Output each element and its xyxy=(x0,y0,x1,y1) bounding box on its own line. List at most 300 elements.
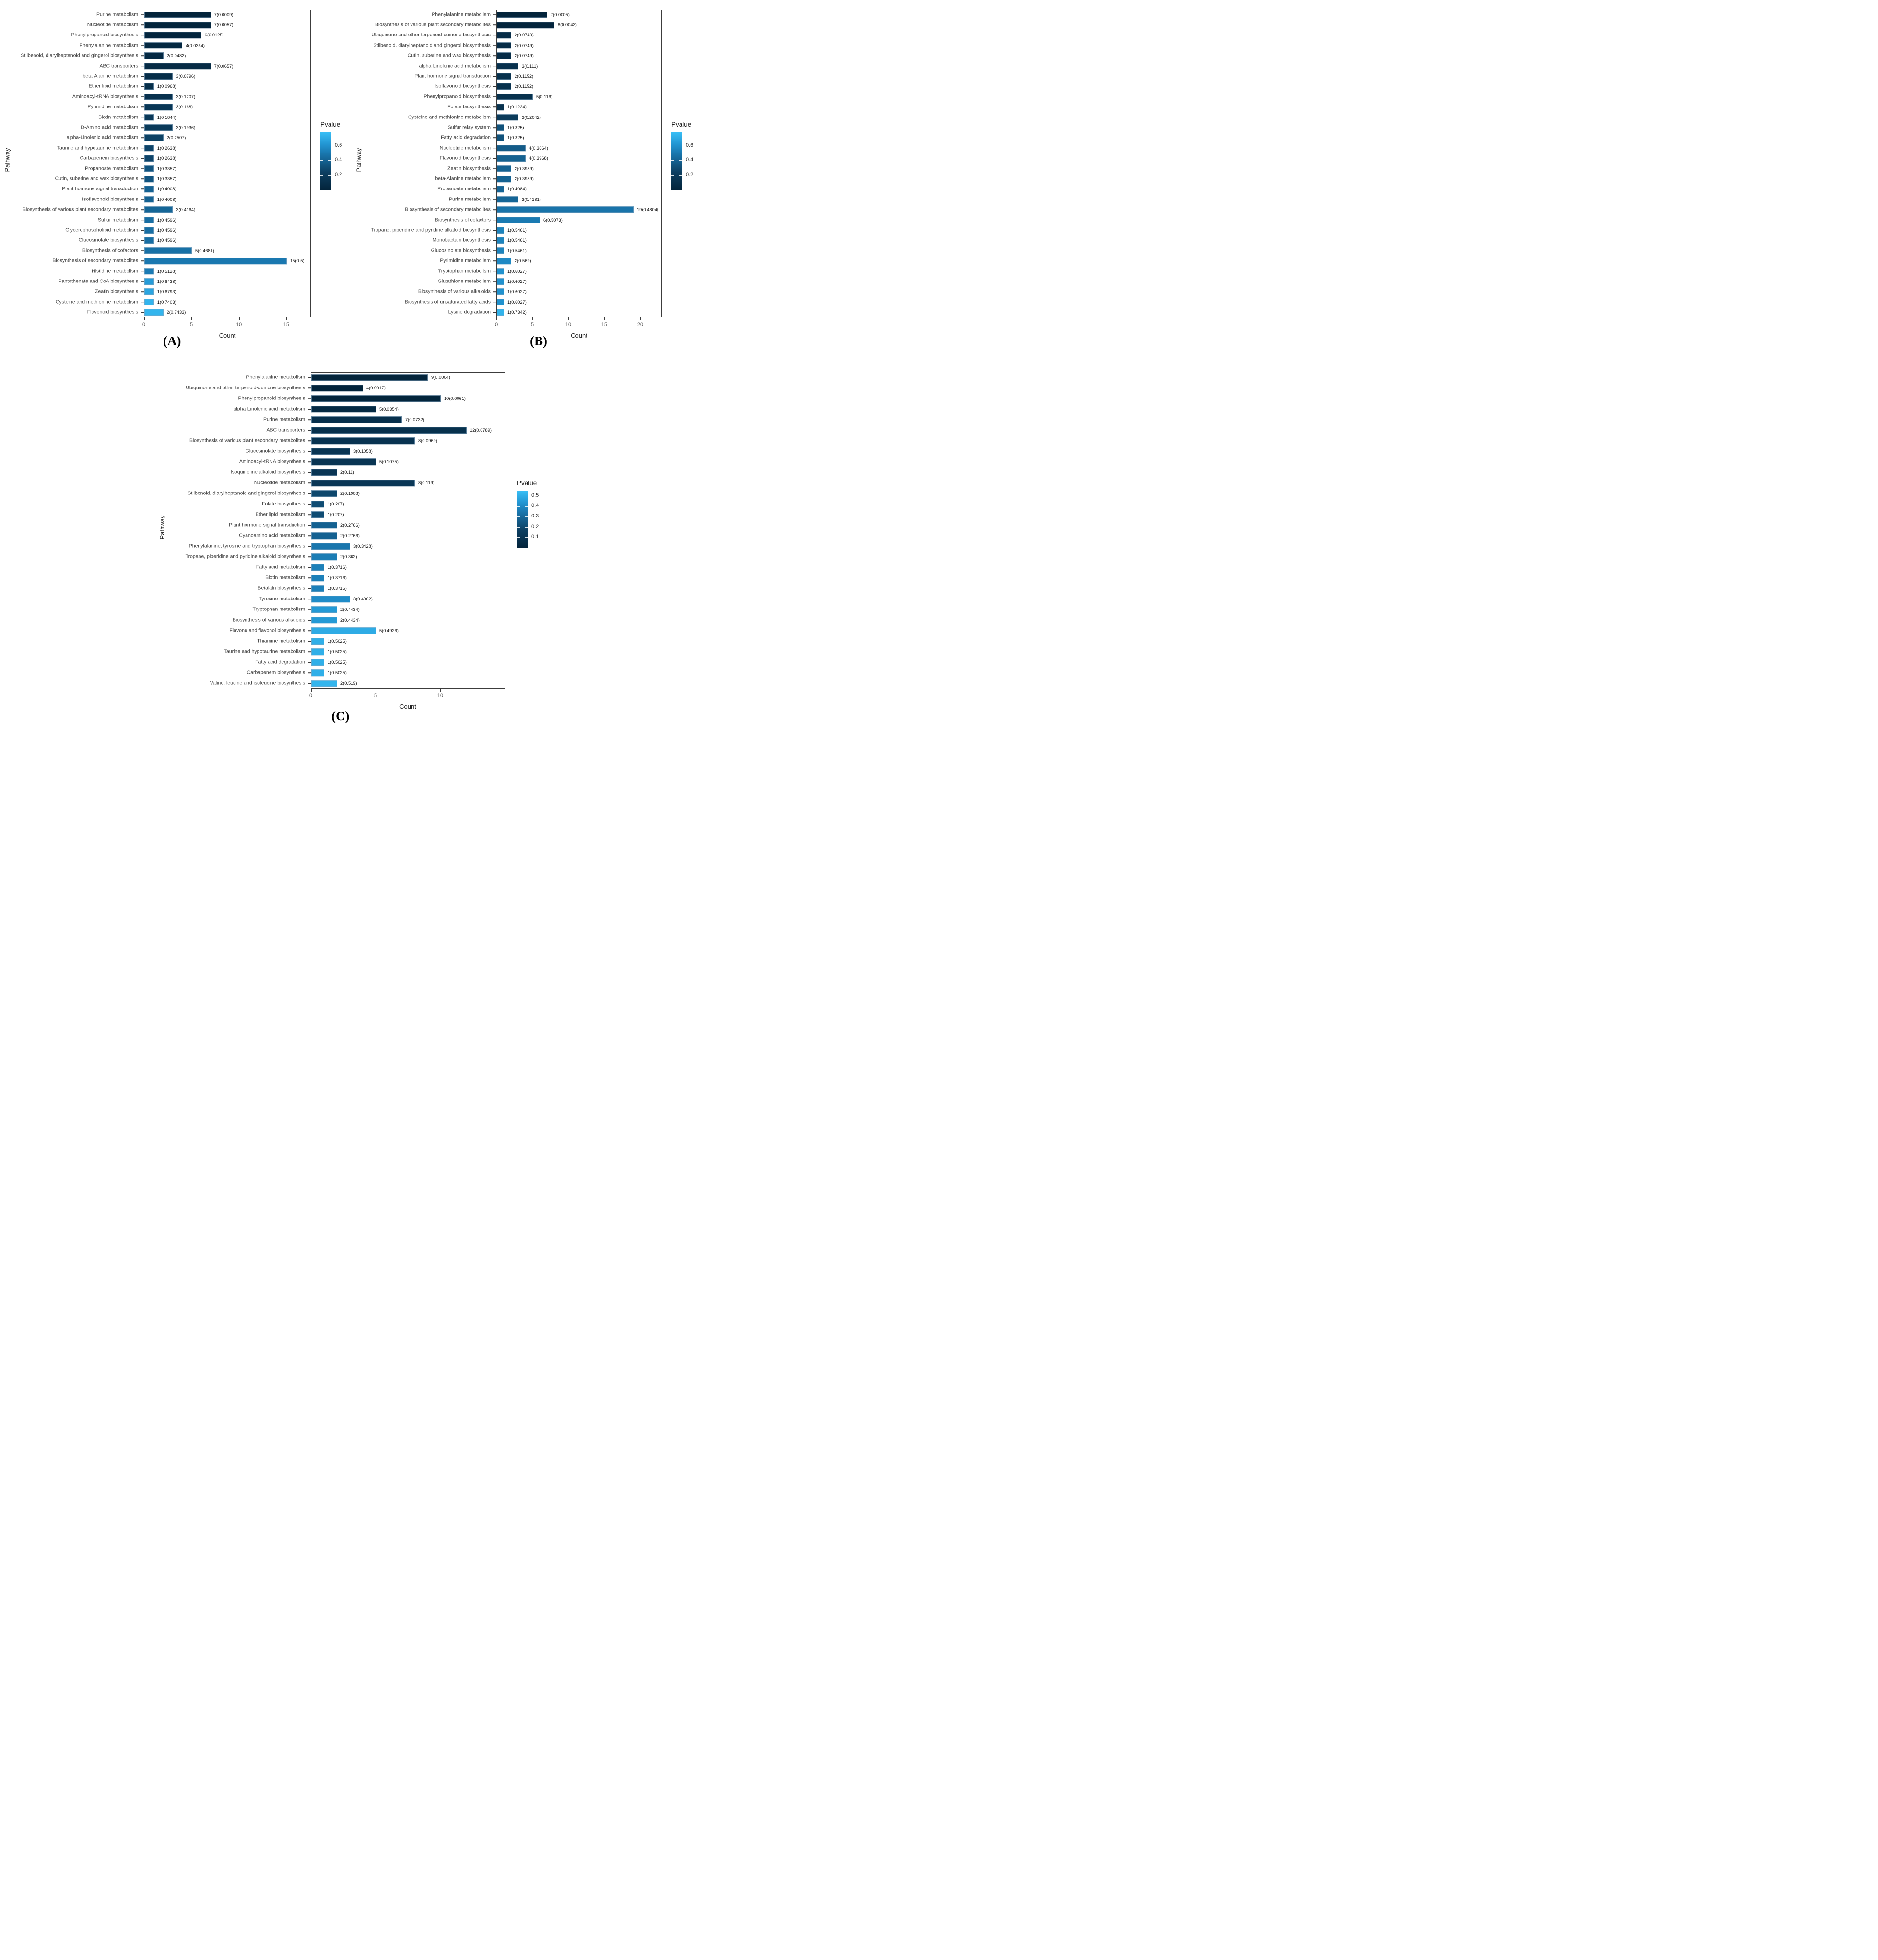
y-tick-mark xyxy=(141,209,144,210)
bar-value-label: 5(0.0354) xyxy=(379,407,399,411)
count-bar xyxy=(144,83,154,90)
pathway-label: Tyrosine metabolism xyxy=(258,596,305,602)
pathway-label: Sulfur relay system xyxy=(447,124,491,130)
table-row xyxy=(4,256,350,266)
table-row xyxy=(4,235,350,246)
y-tick-mark xyxy=(141,106,144,107)
bar-value-label: 1(0.0968) xyxy=(157,84,176,89)
pathway-label: Phenylalanine metabolism xyxy=(246,374,305,380)
table-row xyxy=(4,20,350,30)
bar-value-label: 5(0.1075) xyxy=(379,459,399,464)
legend-tick-label: 0.2 xyxy=(686,172,693,178)
count-bar xyxy=(497,196,518,203)
bar-value-label: 1(0.3357) xyxy=(157,166,176,171)
count-bar xyxy=(497,145,526,152)
count-bar xyxy=(497,53,511,59)
table-row xyxy=(353,307,705,317)
pathway-label: Purine metabolism xyxy=(96,12,138,18)
count-bar xyxy=(311,553,337,560)
y-tick-mark xyxy=(308,588,311,589)
legend-tick-mark xyxy=(679,160,682,161)
bar-value-label: 4(0.3664) xyxy=(529,145,548,151)
pathway-label: Cysteine and methionine metabolism xyxy=(408,114,491,120)
y-tick-mark xyxy=(308,398,311,399)
table-row xyxy=(353,266,705,276)
pathway-label: Thiamine metabolism xyxy=(257,638,305,644)
table-row xyxy=(4,92,350,102)
y-tick-mark xyxy=(141,117,144,118)
y-tick-mark xyxy=(141,281,144,282)
y-axis-title: Pathway xyxy=(355,148,363,172)
pathway-label: Biotin metabolism xyxy=(98,114,138,120)
bar-value-label: 3(0.168) xyxy=(176,105,193,110)
table-row xyxy=(117,372,591,383)
pathway-label: Folate biosynthesis xyxy=(262,501,305,507)
pathway-label: Biotin metabolism xyxy=(265,575,305,581)
bar-value-label: 19(0.4804) xyxy=(637,207,658,212)
y-tick-mark xyxy=(141,302,144,303)
bar-value-label: 2(0.0749) xyxy=(515,43,534,48)
bar-value-label: 3(0.1058) xyxy=(353,449,373,454)
bar-value-label: 6(0.0125) xyxy=(204,33,224,38)
chart-panel-b xyxy=(353,3,705,353)
table-row xyxy=(117,636,591,646)
pathway-label: Taurine and hypotaurine metabolism xyxy=(57,145,138,151)
x-tick-label: 10 xyxy=(437,693,444,699)
y-tick-mark xyxy=(141,312,144,313)
pathway-label: Propanoate metabolism xyxy=(85,165,138,172)
count-bar xyxy=(311,395,441,402)
y-tick-mark xyxy=(141,96,144,97)
table-row xyxy=(4,194,350,204)
table-row xyxy=(117,552,591,562)
table-row xyxy=(4,287,350,297)
y-tick-mark xyxy=(308,440,311,441)
y-tick-mark xyxy=(493,96,496,97)
pathway-label: Plant hormone signal transduction xyxy=(229,522,305,528)
count-bar xyxy=(497,63,518,70)
table-row xyxy=(117,615,591,625)
pathway-label: Phenylpropanoid biosynthesis xyxy=(423,94,491,100)
table-row xyxy=(353,71,705,81)
pathway-label: Stilbenoid, diarylheptanoid and gingerol biosynthesis xyxy=(373,42,491,48)
table-row xyxy=(4,10,350,20)
count-bar xyxy=(311,501,324,507)
bar-value-label: 2(0.4434) xyxy=(340,618,360,622)
x-axis-title: Count xyxy=(219,332,236,339)
y-tick-mark xyxy=(493,76,496,77)
bar-value-label: 2(0.0749) xyxy=(515,33,534,38)
legend-tick-mark xyxy=(671,175,674,176)
count-bar xyxy=(497,207,634,213)
y-tick-mark xyxy=(308,567,311,568)
bar-value-label: 15(0.5) xyxy=(290,258,305,264)
count-bar xyxy=(311,385,363,391)
pathway-label: Pantothenate and CoA biosynthesis xyxy=(58,278,138,284)
pathway-label: Stilbenoid, diarylheptanoid and gingerol biosynthesis xyxy=(21,52,138,59)
count-bar xyxy=(144,217,154,223)
count-bar xyxy=(497,42,511,49)
count-bar xyxy=(497,268,504,275)
table-row xyxy=(4,266,350,276)
count-bar xyxy=(144,22,211,28)
bar-value-label: 6(0.5073) xyxy=(543,217,563,223)
count-bar xyxy=(311,406,376,412)
pathway-label: Biosynthesis of various alkaloids xyxy=(232,617,305,623)
pathway-label: Flavonoid biosynthesis xyxy=(87,309,138,315)
count-bar xyxy=(311,469,337,476)
y-tick-mark xyxy=(308,535,311,536)
y-tick-mark xyxy=(493,312,496,313)
pathway-label: Aminoacyl-tRNA biosynthesis xyxy=(239,458,305,465)
bar-value-label: 1(0.4596) xyxy=(157,217,176,223)
table-row xyxy=(353,164,705,174)
count-bar xyxy=(311,416,402,423)
legend-tick-label: 0.4 xyxy=(335,157,342,163)
y-tick-mark xyxy=(141,86,144,87)
pathway-label: D-Amino acid metabolism xyxy=(81,124,138,130)
y-tick-mark xyxy=(141,168,144,169)
table-row xyxy=(4,30,350,40)
table-row xyxy=(117,562,591,573)
bar-value-label: 2(0.4434) xyxy=(340,607,360,612)
y-tick-mark xyxy=(308,651,311,652)
bar-value-label: 1(0.6793) xyxy=(157,289,176,294)
count-bar xyxy=(311,606,337,613)
count-bar xyxy=(497,12,547,18)
pathway-label: Biosynthesis of secondary metabolites xyxy=(405,206,491,212)
legend-tick-mark xyxy=(525,496,528,497)
bar-value-label: 4(0.3968) xyxy=(529,156,548,161)
y-tick-mark xyxy=(141,260,144,261)
table-row xyxy=(4,276,350,286)
table-row xyxy=(117,467,591,478)
table-row xyxy=(4,174,350,184)
table-row xyxy=(117,604,591,615)
pathway-label: Biosynthesis of various plant secondary metabolites xyxy=(22,206,138,212)
pathway-label: Nucleotide metabolism xyxy=(87,22,138,28)
bar-value-label: 2(0.519) xyxy=(340,681,357,686)
table-row xyxy=(4,40,350,50)
y-tick-mark xyxy=(493,138,496,139)
table-row xyxy=(353,194,705,204)
pathway-label: Lysine degradation xyxy=(448,309,491,315)
pathway-label: alpha-Linolenic acid metabolism xyxy=(419,63,491,69)
bar-value-label: 8(0.0969) xyxy=(418,438,437,443)
pathway-label: Glycerophospholipid metabolism xyxy=(65,227,138,233)
pathway-label: Tryptophan metabolism xyxy=(438,268,491,274)
pathway-label: Fatty acid degradation xyxy=(441,134,491,141)
y-tick-mark xyxy=(141,76,144,77)
bar-value-label: 1(0.3357) xyxy=(157,176,176,182)
legend-tick-mark xyxy=(320,146,323,147)
pathway-label: Biosynthesis of cofactors xyxy=(82,247,138,254)
table-row xyxy=(117,668,591,678)
x-tick-mark xyxy=(191,317,192,320)
bar-value-label: 1(0.5461) xyxy=(507,238,527,243)
count-bar xyxy=(311,575,324,581)
table-row xyxy=(117,678,591,689)
y-tick-mark xyxy=(141,148,144,149)
bar-value-label: 2(0.3989) xyxy=(515,166,534,171)
bar-value-label: 5(0.4681) xyxy=(195,248,214,253)
pathway-label: Purine metabolism xyxy=(263,416,305,423)
table-row xyxy=(353,82,705,92)
pathway-label: Biosynthesis of various plant secondary metabolites xyxy=(189,437,305,444)
table-row xyxy=(353,246,705,256)
table-row xyxy=(4,297,350,307)
table-row xyxy=(353,215,705,225)
table-row xyxy=(4,184,350,194)
bar-value-label: 1(0.6027) xyxy=(507,289,527,294)
pathway-label: ABC transporters xyxy=(99,63,138,69)
bar-value-label: 3(0.4181) xyxy=(522,197,541,202)
y-tick-mark xyxy=(308,525,311,526)
pathway-label: Flavonoid biosynthesis xyxy=(439,155,491,161)
bar-value-label: 1(0.4084) xyxy=(507,187,527,192)
bar-value-label: 1(0.5461) xyxy=(507,228,527,233)
bar-value-label: 3(0.2042) xyxy=(522,115,541,120)
bar-value-label: 2(0.7433) xyxy=(166,310,186,315)
count-bar xyxy=(144,104,173,111)
y-tick-mark xyxy=(493,260,496,261)
y-tick-mark xyxy=(493,148,496,149)
legend-tick-label: 0.3 xyxy=(531,513,539,519)
legend-tick-label: 0.2 xyxy=(335,172,342,178)
bars-layer xyxy=(4,10,350,317)
count-bar xyxy=(311,448,350,455)
bar-value-label: 1(0.1224) xyxy=(507,105,527,110)
count-bar xyxy=(311,669,324,676)
x-tick-label: 5 xyxy=(530,322,534,328)
y-tick-mark xyxy=(493,106,496,107)
y-tick-mark xyxy=(493,86,496,87)
bar-value-label: 1(0.207) xyxy=(328,512,344,517)
table-row xyxy=(117,414,591,425)
count-bar xyxy=(497,32,511,39)
y-tick-mark xyxy=(141,199,144,200)
bar-value-label: 1(0.2638) xyxy=(157,145,176,151)
bar-value-label: 3(0.1207) xyxy=(176,94,196,99)
table-row xyxy=(353,10,705,20)
y-tick-mark xyxy=(141,178,144,179)
pathway-label: Monobactam biosynthesis xyxy=(432,237,491,243)
y-tick-mark xyxy=(141,292,144,293)
count-bar xyxy=(311,543,350,550)
y-tick-mark xyxy=(493,281,496,282)
legend-tick-label: 0.1 xyxy=(531,534,539,540)
y-tick-mark xyxy=(493,209,496,210)
table-row xyxy=(353,184,705,194)
bar-value-label: 2(0.1908) xyxy=(340,491,360,496)
bar-value-label: 1(0.3716) xyxy=(328,586,347,591)
pathway-label: Taurine and hypotaurine metabolism xyxy=(223,648,305,655)
bar-value-label: 1(0.5025) xyxy=(328,670,347,675)
y-tick-mark xyxy=(308,556,311,557)
legend-tick-mark xyxy=(525,516,528,517)
pathway-label: Isoflavonoid biosynthesis xyxy=(82,196,138,202)
bar-value-label: 1(0.3716) xyxy=(328,565,347,570)
bar-value-label: 8(0.119) xyxy=(418,481,434,485)
y-axis-title: Pathway xyxy=(158,515,166,540)
legend-title: Pvalue xyxy=(671,121,692,128)
bar-value-label: 1(0.4596) xyxy=(157,238,176,243)
count-bar xyxy=(497,237,504,244)
bar-value-label: 1(0.325) xyxy=(507,125,524,130)
pathway-label: Plant hormone signal transduction xyxy=(62,186,138,192)
count-bar xyxy=(144,258,287,265)
y-tick-mark xyxy=(493,24,496,25)
table-row xyxy=(117,404,591,414)
bar-value-label: 7(0.0657) xyxy=(214,63,234,69)
y-tick-mark xyxy=(141,189,144,190)
bar-value-label: 2(0.2507) xyxy=(166,135,186,141)
y-tick-mark xyxy=(308,387,311,388)
pathway-label: Biosynthesis of cofactors xyxy=(434,217,491,223)
bar-value-label: 8(0.0043) xyxy=(558,23,577,28)
y-tick-mark xyxy=(308,451,311,452)
count-bar xyxy=(144,124,173,131)
count-bar xyxy=(311,617,337,623)
legend-title: Pvalue xyxy=(320,121,340,128)
pathway-label: Aminoacyl-tRNA biosynthesis xyxy=(72,94,138,100)
y-tick-mark xyxy=(493,14,496,15)
table-row xyxy=(4,61,350,71)
count-bar xyxy=(144,268,154,275)
x-tick-label: 5 xyxy=(189,322,193,328)
pathway-label: Carbapenem biosynthesis xyxy=(80,155,138,161)
y-tick-mark xyxy=(493,271,496,272)
y-tick-mark xyxy=(493,168,496,169)
bar-value-label: 1(0.6438) xyxy=(157,279,176,284)
y-tick-mark xyxy=(308,409,311,410)
legend-tick-mark xyxy=(525,537,528,538)
count-bar xyxy=(497,124,504,131)
x-tick-mark xyxy=(440,689,441,692)
bar-value-label: 1(0.5461) xyxy=(507,248,527,253)
bar-value-label: 2(0.11) xyxy=(340,470,354,475)
y-tick-mark xyxy=(308,461,311,462)
y-tick-mark xyxy=(308,620,311,621)
pathway-label: beta-Alanine metabolism xyxy=(435,176,491,182)
count-bar xyxy=(311,659,324,666)
legend-title: Pvalue xyxy=(517,480,537,487)
bar-value-label: 2(0.0749) xyxy=(515,53,534,59)
y-tick-mark xyxy=(493,127,496,128)
x-tick-mark xyxy=(568,317,569,320)
table-row xyxy=(353,112,705,122)
count-bar xyxy=(311,648,324,655)
count-bar xyxy=(311,638,324,645)
table-row xyxy=(353,92,705,102)
pathway-label: Flavone and flavonol biosynthesis xyxy=(229,627,305,634)
bar-value-label: 1(0.4008) xyxy=(157,197,176,202)
y-tick-mark xyxy=(141,250,144,251)
bar-value-label: 1(0.5025) xyxy=(328,639,347,644)
bar-value-label: 1(0.2638) xyxy=(157,156,176,161)
y-tick-mark xyxy=(493,178,496,179)
count-bar xyxy=(497,217,540,223)
figure-page xyxy=(0,0,705,741)
y-tick-mark xyxy=(141,45,144,46)
bar-value-label: 1(0.207) xyxy=(328,502,344,506)
pathway-label: Zeatin biosynthesis xyxy=(447,165,491,172)
legend-tick-mark xyxy=(671,160,674,161)
bar-value-label: 2(0.3989) xyxy=(515,176,534,182)
pathway-label: Cysteine and methionine metabolism xyxy=(55,299,138,305)
table-row xyxy=(353,51,705,61)
bar-value-label: 1(0.7403) xyxy=(157,299,176,305)
x-tick-mark xyxy=(311,689,312,692)
y-tick-mark xyxy=(493,45,496,46)
x-tick-label: 20 xyxy=(637,322,644,328)
x-axis-title: Count xyxy=(571,332,587,339)
table-row xyxy=(353,287,705,297)
count-bar xyxy=(497,83,511,90)
y-tick-mark xyxy=(308,419,311,420)
bar-value-label: 1(0.5025) xyxy=(328,649,347,654)
pathway-label: Tropane, piperidine and pyridine alkaloid biosynthesis xyxy=(185,553,305,560)
count-bar xyxy=(311,564,324,571)
pathway-label: Tropane, piperidine and pyridine alkaloid biosynthesis xyxy=(371,227,491,233)
caption-c: (C) xyxy=(331,709,350,723)
x-tick-label: 15 xyxy=(283,322,290,328)
bar-value-label: 5(0.116) xyxy=(536,94,552,99)
pathway-label: Sulfur metabolism xyxy=(97,217,138,223)
count-bar xyxy=(144,278,154,285)
y-tick-mark xyxy=(493,35,496,36)
y-tick-mark xyxy=(308,630,311,631)
bar-value-label: 4(0.0017) xyxy=(366,386,386,390)
pathway-label: Purine metabolism xyxy=(449,196,491,202)
table-row xyxy=(4,307,350,317)
table-row xyxy=(117,393,591,404)
x-tick-mark xyxy=(604,317,605,320)
table-row xyxy=(4,205,350,215)
count-bar xyxy=(497,176,511,182)
count-bar xyxy=(144,94,173,100)
x-tick-mark xyxy=(239,317,240,320)
legend-tick-mark xyxy=(328,146,331,147)
pathway-label: Biosynthesis of various alkaloids xyxy=(418,288,491,294)
x-tick-label: 10 xyxy=(565,322,572,328)
pathway-label: Glucosinolate biosynthesis xyxy=(431,247,491,254)
pathway-label: Ubiquinone and other terpenoid-quinone biosynthesis xyxy=(371,32,491,38)
count-bar xyxy=(497,22,554,28)
bar-value-label: 3(0.0796) xyxy=(176,74,196,79)
legend-tick-mark xyxy=(679,146,682,147)
table-row xyxy=(117,383,591,393)
y-tick-mark xyxy=(493,302,496,303)
bar-value-label: 1(0.325) xyxy=(507,135,524,141)
pathway-label: Ubiquinone and other terpenoid-quinone biosynthesis xyxy=(186,385,305,391)
y-tick-mark xyxy=(493,250,496,251)
pathway-label: Pyrimidine metabolism xyxy=(87,104,138,110)
table-row xyxy=(353,153,705,164)
y-tick-mark xyxy=(493,220,496,221)
count-bar xyxy=(144,207,173,213)
table-row xyxy=(4,102,350,112)
count-bar xyxy=(311,627,376,634)
count-bar xyxy=(497,258,511,265)
bar-value-label: 1(0.6027) xyxy=(507,269,527,274)
table-row xyxy=(353,174,705,184)
y-tick-mark xyxy=(493,240,496,241)
table-row xyxy=(4,246,350,256)
pathway-label: Betalain biosynthesis xyxy=(258,585,305,591)
pathway-label: Biosynthesis of unsaturated fatty acids xyxy=(404,299,491,305)
x-axis-title: Count xyxy=(399,703,416,710)
